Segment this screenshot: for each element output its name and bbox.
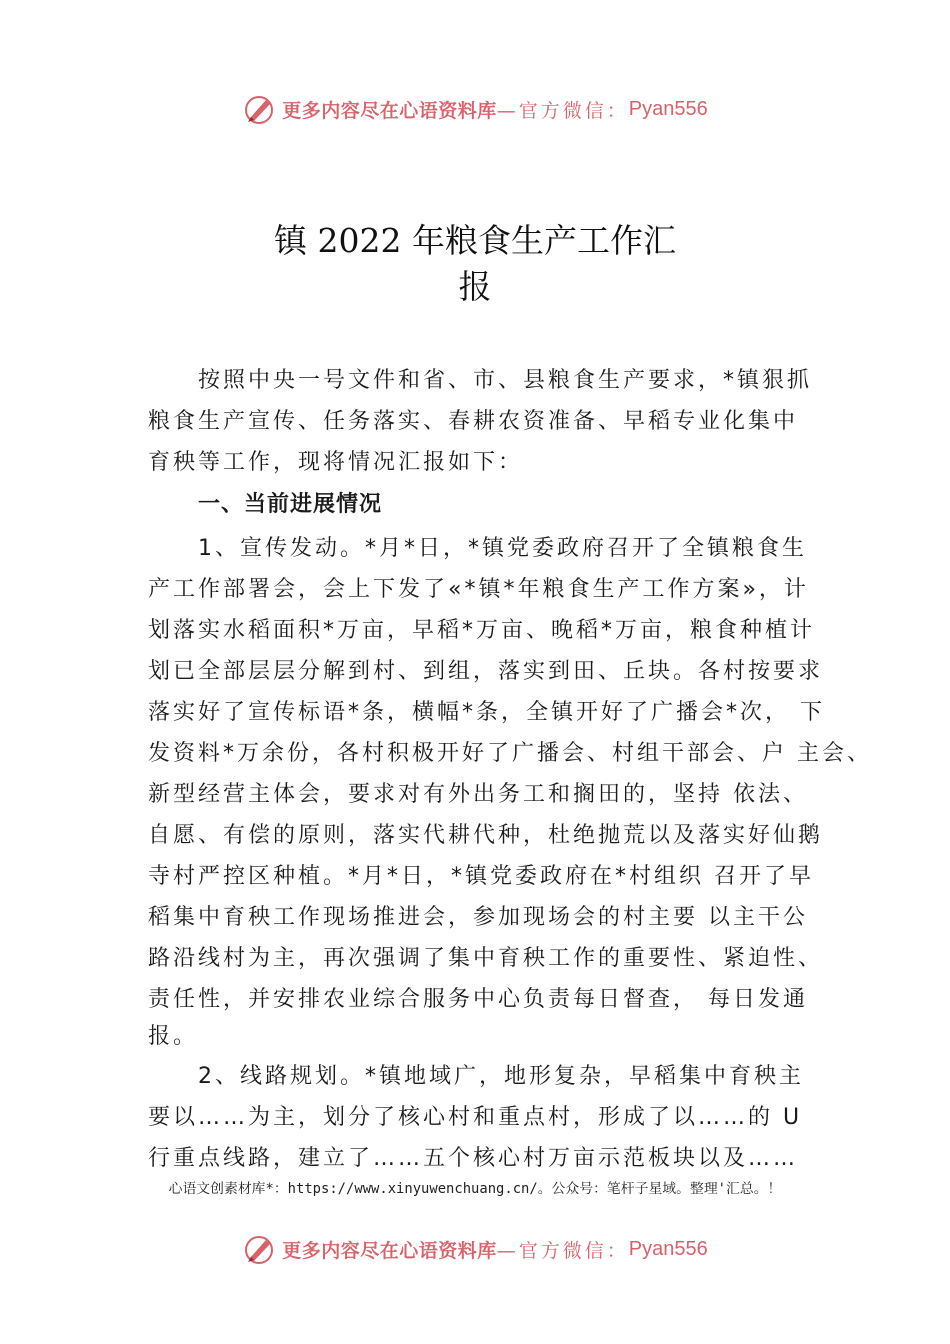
body-line: 产工作部署会，会上下发了«*镇*年粮食生产工作方案»，计 [148,577,809,602]
body-line: 寺村严控区种植。*月*日，*镇党委政府在*村组织 召开了早 [148,864,814,889]
body-line: 发资料*万余份，各村积极开好了广播会、村组干部会、户 主会、 [148,741,872,766]
body-line: 1、宣传发动。*月*日，*镇党委政府召开了全镇粮食生 [198,536,807,561]
watermark-banner-bottom [0,1232,950,1266]
banner-text-id: Pyan556 [628,1237,708,1260]
body-line: 划已全部层层分解到村、到组，落实到田、丘块。各村按要求 [148,659,824,684]
document-title [0,218,950,310]
watermark-banner-top [0,92,950,126]
body-line: 报。 [148,1024,199,1049]
title-line-1: 镇 2022 年粮食生产工作汇 [274,221,676,260]
source-footnote: 心语文创素材库*：https://www.xinyuwenchuang.cn/。公众号：笔杆子星域。整理'汇总。！ [168,1181,782,1197]
body-line: 2、线路规划。*镇地域广，地形复杂，早稻集中育秧主 [198,1064,804,1089]
body-line: 责任性，并安排农业综合服务中心负责每日督查， 每日发通 [148,987,808,1012]
body-line: 行重点线路，建立了……五个核心村万亩示范板块以及…… [148,1146,799,1171]
body-line: 路沿线村为主，再次强调了集中育秧工作的重要性、紧迫性、 [148,946,824,971]
body-line: 粮食生产宣传、任务落实、春耕农资准备、早稻专业化集中 [148,409,799,434]
banner-text-main: 更多内容尽在心语资料库 [282,99,497,122]
body-line: 划落实水稻面积*万亩，早稻*万亩、晚稻*万亩，粮食种植计 [148,618,816,643]
pen-logo-icon [242,92,276,126]
banner-text-wechat: —官方微信： [496,99,629,122]
body-line: 育秧等工作，现将情况汇报如下： [148,450,524,475]
banner-text-id: Pyan556 [628,97,708,120]
body-line: 自愿、有偿的原则，落实代耕代种，杜绝抛荒以及落实好仙鹅 [148,823,824,848]
body-line: 新型经营主体会，要求对有外出务工和搁田的，坚持 依法、 [148,782,808,807]
body-line: 稻集中育秧工作现场推进会，参加现场会的村主要 以主干公 [148,905,808,930]
banner-text-main: 更多内容尽在心语资料库 [282,1239,497,1262]
pen-logo-icon [242,1232,276,1266]
section-heading: 一、当前进展情况 [198,492,383,517]
body-line: 按照中央一号文件和省、市、县粮食生产要求，*镇狠抓 [198,368,813,393]
banner-text-wechat: —官方微信： [496,1239,629,1262]
body-line: 落实好了宣传标语*条，横幅*条，全镇开好了广播会*次， 下 [148,700,825,725]
title-line-2: 报 [458,267,492,306]
body-line: 要以……为主，划分了核心村和重点村，形成了以……的 U [148,1105,803,1130]
